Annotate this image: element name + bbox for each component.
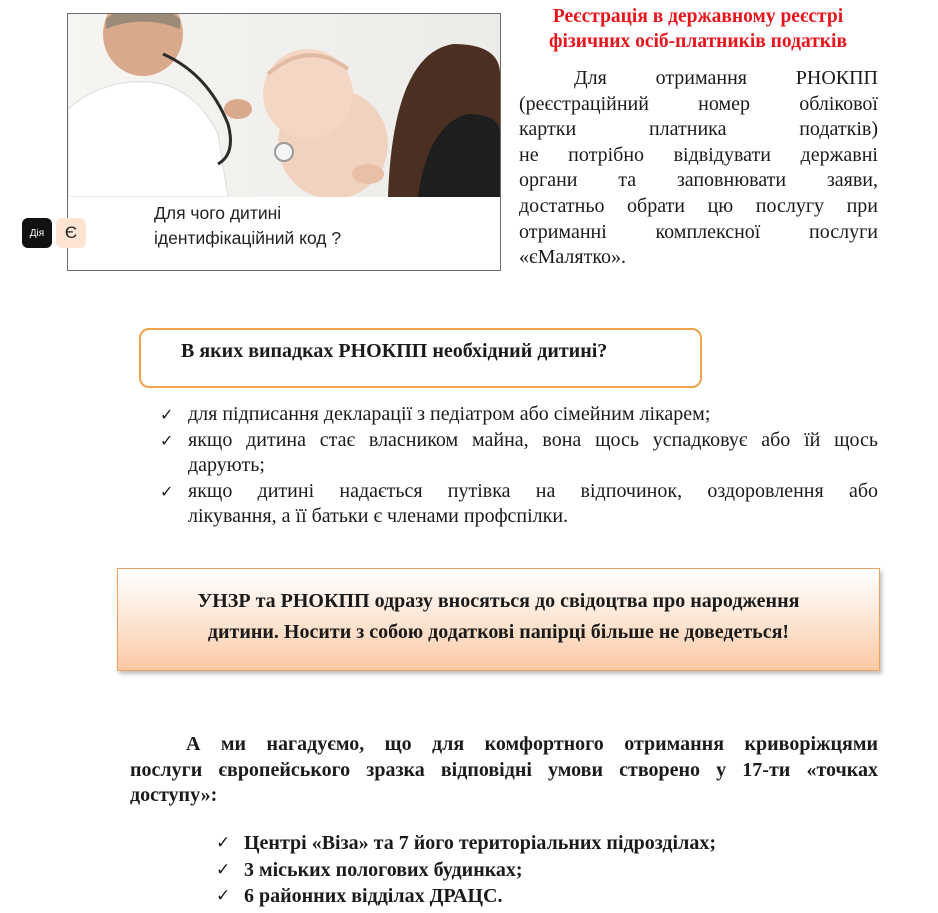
- card-caption: [154, 201, 424, 251]
- checkmark-icon: ✓: [160, 405, 174, 424]
- list-item: [160, 479, 878, 530]
- intro-line: отриманні комплексної послуги: [519, 220, 878, 243]
- card-caption-line: Для чого дитині: [154, 203, 282, 223]
- intro-line: органи та заповнювати заяви,: [519, 169, 878, 192]
- list-item-text: для підписання декларації з педіатром або сімейним лікарем;: [188, 403, 711, 425]
- locations-list: [216, 830, 716, 910]
- checkmark-icon: ✓: [216, 886, 231, 906]
- checkmark-icon: ✓: [216, 859, 231, 880]
- e-letter-icon: Є: [56, 218, 86, 248]
- reminder-paragraph: [130, 732, 878, 809]
- page-title-line: фізичних осіб-платників податків: [549, 31, 847, 52]
- checkmark-icon: ✓: [160, 430, 174, 450]
- list-item: [160, 428, 878, 479]
- page-title-line: Реєстрація в державному реєстрі: [552, 6, 844, 27]
- intro-line: (реєстраційний номер облікової: [519, 92, 878, 115]
- checkmark-icon: ✓: [216, 833, 231, 853]
- list-item-text: дарують;: [188, 454, 265, 476]
- reminder-line: А ми нагадуємо, що для комфортного отримання криворіжцями: [186, 733, 878, 755]
- list-item-text: лікування, а її батьки є членами профспілки.: [188, 505, 569, 527]
- intro-line: «єМалятко».: [519, 246, 627, 269]
- intro-paragraph: [519, 66, 878, 271]
- list-item: [216, 857, 716, 884]
- callout-text: [120, 586, 877, 648]
- card-caption-line: ідентифікаційний код ?: [154, 228, 342, 248]
- checkmark-icon: ✓: [160, 481, 174, 501]
- list-item-text: якщо дитина стає власником майна, вона щось успадковує або їй щось: [188, 428, 878, 451]
- list-item: [160, 402, 878, 428]
- list-item-text: 6 районних відділах ДРАЦС.: [244, 885, 503, 907]
- list-item: [216, 830, 716, 857]
- list-item-text: якщо дитині надається путівка на відпочинок, оздоровлення або: [188, 479, 878, 502]
- list-item-text: Центрі «Віза» та 7 його територіальних підрозділах;: [244, 832, 716, 854]
- question-heading: В яких випадках РНОКПП необхідний дитині?: [181, 340, 608, 362]
- list-item-text: 3 міських пологових будинках;: [244, 858, 523, 881]
- page-title: [518, 4, 878, 54]
- intro-line: достатньо обрати цю послугу при: [519, 194, 878, 217]
- doctor-baby-photo: [68, 14, 500, 197]
- callout-line: УНЗР та РНОКПП одразу вносяться до свідоцтва про народження: [197, 590, 800, 612]
- callout-line: дитини. Носити з собою додаткові папірці більше не доведеться!: [207, 621, 790, 643]
- intro-line: Для отримання РНОКПП: [574, 67, 878, 89]
- cases-list: [160, 402, 878, 530]
- reminder-line: послуги європейського зразка відповідні умови створено у 17-ти «точках: [130, 758, 878, 781]
- intro-line: картки платника податків): [519, 118, 878, 141]
- list-item: [216, 883, 716, 910]
- intro-line: не потрібно відвідувати державні: [519, 143, 878, 166]
- reminder-line: доступу»:: [130, 784, 218, 806]
- diia-app-icon: Дія: [22, 218, 52, 248]
